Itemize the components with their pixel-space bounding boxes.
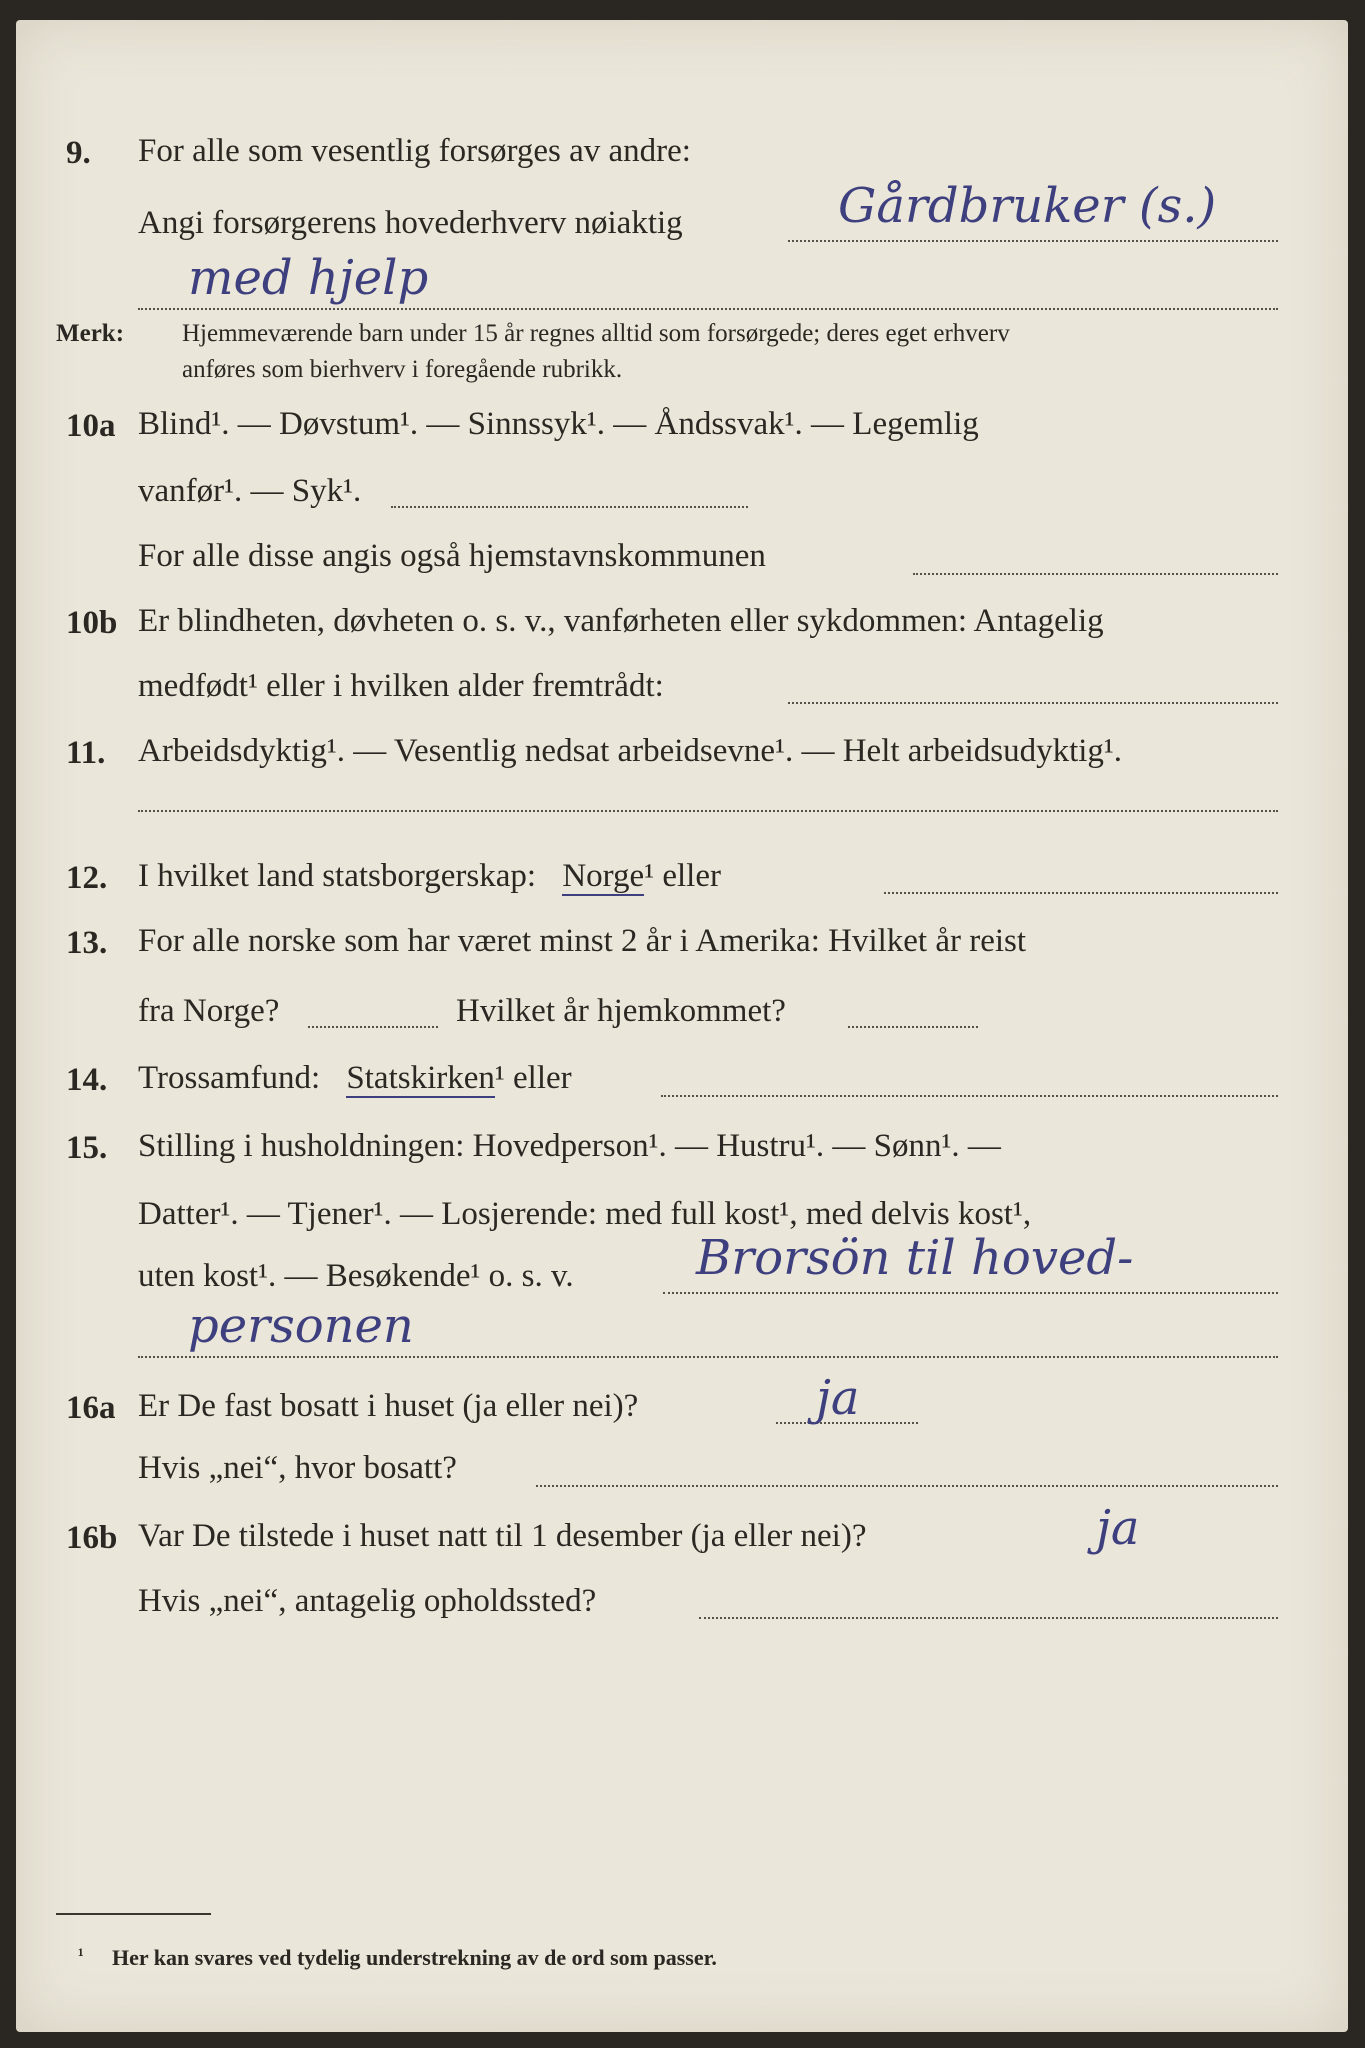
q16a-line1: Er De fast bosatt i huset (ja eller nei)?	[138, 1388, 639, 1424]
q10a-line1: Blind¹. — Døvstum¹. — Sinnssyk¹. — Åndssvak¹. — Legemlig	[138, 406, 979, 442]
q9-answer-line	[788, 240, 1278, 242]
q11-line1: Arbeidsdyktig¹. — Vesentlig nedsat arbeidsevne¹. — Helt arbeidsudyktig¹.	[138, 733, 1123, 769]
q12-line	[138, 860, 721, 893]
q16a-bosatt-line	[536, 1485, 1278, 1487]
q14-number: 14.	[66, 1062, 108, 1098]
q14-prefix: Trossamfund:	[138, 1060, 321, 1096]
q16b-opholdssted-line	[699, 1617, 1278, 1619]
q15-handwritten-answer2: personen	[188, 1298, 414, 1354]
q13-line2a: fra Norge?	[138, 993, 280, 1029]
q16b-number: 16b	[66, 1520, 118, 1556]
q16b-line2: Hvis „nei“, antagelig opholdssted?	[138, 1583, 597, 1619]
q13-hjemkommet-line	[848, 1026, 978, 1028]
q12-answer-line	[884, 892, 1278, 894]
q9-line2: Angi forsørgerens hovederhverv nøiaktig	[138, 205, 683, 241]
q12-prefix: I hvilket land statsborgerskap:	[138, 858, 537, 894]
merk-line1: Hjemmeværende barn under 15 år regnes alltid som forsørgede; deres eget erhverv	[182, 320, 1010, 347]
q13-reist-line	[308, 1026, 438, 1028]
q15-line2: Datter¹. — Tjener¹. — Losjerende: med full kost¹, med delvis kost¹,	[138, 1196, 1032, 1232]
q10b-answer-line	[788, 702, 1278, 704]
q10a-line2: vanfør¹. — Syk¹.	[138, 473, 362, 509]
q15-handwritten-answer1: Brorsön til hoved-	[696, 1230, 1134, 1286]
footnote-text: Her kan svares ved tydelig understrekning av de ord som passer.	[112, 1945, 717, 1970]
footnote-rule	[56, 1913, 211, 1915]
q9-line1: For alle som vesentlig forsørges av andre:	[138, 133, 691, 169]
q10b-number: 10b	[66, 605, 118, 641]
q9-answer-line2	[138, 308, 1278, 310]
q10a-line3: For alle disse angis også hjemstavnskommunen	[138, 538, 766, 574]
q9-handwritten-answer1: Gårdbruker (s.)	[838, 178, 1217, 234]
q10a-number: 10a	[66, 408, 116, 444]
q14-underlined-statskirken: Statskirken	[346, 1060, 495, 1096]
footnote-mark: ¹	[78, 1945, 84, 1966]
merk-line2: anføres som bierhverv i foregående rubrikk.	[182, 356, 623, 383]
q14-suffix: ¹ eller	[494, 1060, 572, 1096]
census-form-page	[16, 20, 1348, 2032]
merk-label: Merk:	[56, 320, 125, 347]
q11-answer-line	[138, 810, 1278, 812]
q10a-answer-line	[391, 506, 748, 508]
q15-answer-line2	[138, 1356, 1278, 1358]
q16b-handwritten-answer: ja	[1096, 1500, 1140, 1556]
q13-line2b: Hvilket år hjemkommet?	[456, 993, 786, 1029]
q15-number: 15.	[66, 1130, 108, 1166]
q16a-line2: Hvis „nei“, hvor bosatt?	[138, 1450, 457, 1486]
q9-handwritten-answer2: med hjelp	[188, 250, 429, 306]
q12-suffix: ¹ eller	[644, 858, 721, 894]
q16b-line1: Var De tilstede i huset natt til 1 desember (ja eller nei)?	[138, 1518, 867, 1554]
q16a-handwritten-answer: ja	[816, 1370, 860, 1426]
q15-line1: Stilling i husholdningen: Hovedperson¹. — Hustru¹. — Sønn¹. —	[138, 1128, 1001, 1164]
q12-underlined-norge: Norge	[562, 858, 645, 894]
q14-answer-line	[661, 1095, 1278, 1097]
q15-line3: uten kost¹. — Besøkende¹ o. s. v.	[138, 1258, 574, 1294]
q9-number: 9.	[66, 135, 91, 171]
q10b-line1: Er blindheten, døvheten o. s. v., vanførheten eller sykdommen: Antagelig	[138, 603, 1104, 639]
q10b-line2: medfødt¹ eller i hvilken alder fremtrådt:	[138, 668, 664, 704]
q11-number: 11.	[66, 735, 106, 771]
q13-line1: For alle norske som har været minst 2 år i Amerika: Hvilket år reist	[138, 923, 1027, 959]
q10a-answer-line2	[913, 573, 1278, 575]
q15-answer-line	[663, 1292, 1278, 1294]
q12-number: 12.	[66, 860, 108, 896]
q14-line	[138, 1062, 572, 1095]
q16a-number: 16a	[66, 1390, 116, 1426]
q13-number: 13.	[66, 925, 108, 961]
